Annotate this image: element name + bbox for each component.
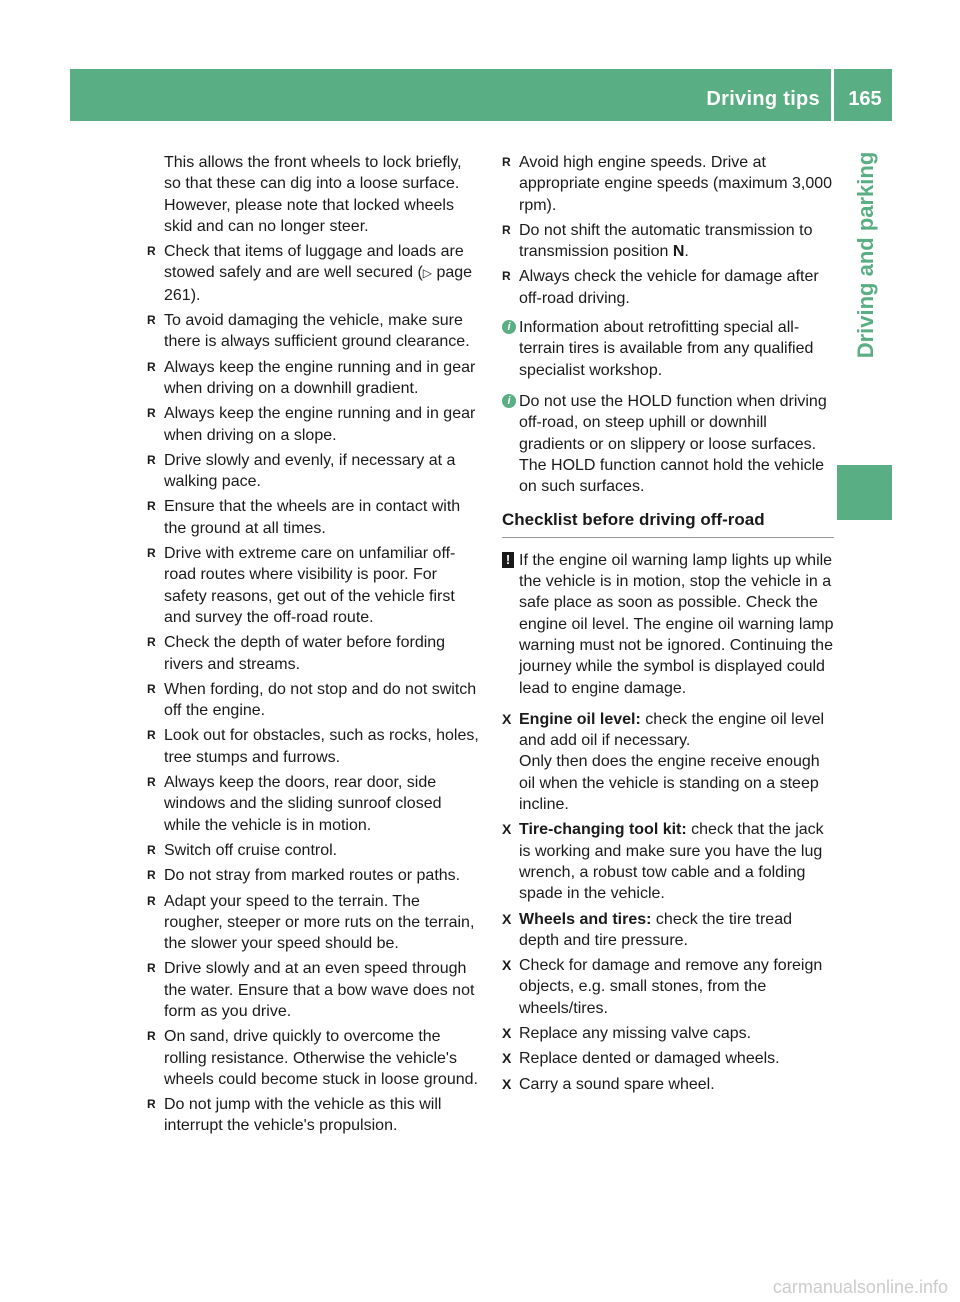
bullet-item: [147, 450, 482, 493]
step-label: Engine oil level:: [519, 710, 641, 728]
bullet-icon: R: [147, 313, 156, 328]
bullet-icon: R: [147, 842, 156, 857]
bullet-item: [147, 1026, 482, 1090]
checklist-steps: [502, 709, 834, 1095]
bullet-text-part: On sand, drive quickly to overcome the rolling resistance. Otherwise the vehicle's wheels could become stuck in loose ground.: [164, 1028, 478, 1088]
bullet-icon: R: [147, 1097, 156, 1112]
bullet-item: [147, 865, 482, 886]
warning-icon: !: [502, 552, 514, 568]
step-text: [519, 1050, 780, 1067]
step-text: [519, 1076, 715, 1093]
bullet-icon: R: [147, 728, 156, 743]
bullet-text-part: Drive slowly and evenly, if necessary at a walking pace.: [164, 451, 456, 491]
bullet-text-bold: N: [672, 243, 685, 261]
bullet-item: [147, 725, 482, 768]
checklist-step: [502, 909, 834, 952]
bullet-text: [164, 842, 337, 859]
bullet-text: [164, 634, 445, 672]
bullet-text: [164, 774, 442, 834]
bullet-item: [147, 543, 482, 628]
bullet-icon: R: [147, 961, 156, 976]
bullet-icon: R: [147, 452, 156, 467]
info-note-text: Information about retrofitting special all-terrain tires is available from any qualified specialist workshop.: [519, 319, 814, 379]
step-extra: Only then does the engine receive enough oil when the vehicle is standing on a steep incline.: [519, 753, 820, 814]
step-body: check the tire tread depth and tire pressure.: [519, 910, 792, 949]
bullet-text-part: Adapt your speed to the terrain. The rougher, steeper or more ruts on the terrain, the slower your speed should be.: [164, 892, 475, 953]
bullet-icon: R: [147, 546, 156, 561]
side-tab-marker: [837, 465, 892, 520]
bullet-text: [164, 312, 470, 350]
step-arrow-icon: X: [502, 1075, 512, 1092]
bullet-icon: R: [147, 893, 156, 908]
side-tab-label: Driving and parking: [853, 151, 878, 359]
bullet-icon: R: [147, 406, 156, 421]
bullet-icon: R: [147, 244, 156, 259]
bullet-text: [164, 1028, 478, 1088]
bullet-text-part: Check that items of luggage and loads are stowed safely and are well secured (: [164, 243, 464, 282]
bullet-text-part: Avoid high engine speeds. Drive at appropriate engine speeds (maximum 3,000 rpm).: [519, 154, 833, 214]
step-arrow-icon: X: [502, 957, 512, 974]
checklist-step: [502, 1048, 834, 1069]
bullet-text-part: Always check the vehicle for damage after off-road driving.: [519, 268, 819, 307]
step-text: [519, 957, 822, 1017]
page-ref-icon: ▷: [422, 266, 433, 281]
bullet-item: [147, 679, 482, 722]
left-bullet-list: [147, 241, 482, 1137]
step-body: Replace any missing valve caps.: [519, 1024, 752, 1042]
bullet-icon: R: [147, 499, 156, 514]
bullet-text-part: Do not stray from marked routes or paths.: [164, 867, 461, 885]
step-text: [519, 711, 824, 749]
bullet-item: [502, 152, 834, 216]
bullet-icon: R: [147, 635, 156, 650]
section-title: Driving tips: [706, 88, 820, 110]
bullet-item: [147, 958, 482, 1022]
bullet-item: [502, 220, 834, 263]
bullet-item: [147, 772, 482, 836]
bullet-text: [164, 243, 472, 304]
bullet-item: [147, 496, 482, 539]
bullet-text: [164, 1096, 441, 1134]
bullet-text-part: Ensure that the wheels are in contact with the ground at all times.: [164, 498, 461, 537]
bullet-text-part: When fording, do not stop and do not switch off the engine.: [164, 680, 477, 720]
step-body: Check for damage and remove any foreign objects, e.g. small stones, from the wheels/tires.: [519, 957, 823, 1017]
checklist-step: [502, 819, 834, 904]
info-note: [502, 391, 834, 497]
bullet-text-part: Always keep the doors, rear door, side windows and the sliding sunroof closed while the vehicle is in motion.: [164, 774, 442, 834]
bullet-text-part: .: [684, 243, 689, 261]
bullet-text: [164, 498, 460, 536]
bullet-text-part: Switch off cruise control.: [164, 841, 338, 859]
checklist-step: [502, 709, 834, 815]
bullet-text-part: Do not jump with the vehicle as this will interrupt the vehicle's propulsion.: [164, 1096, 442, 1135]
intro-paragraph: This allows the front wheels to lock briefly, so that these can dig into a loose surface. However, please note that locked wheels skid and can no longer steer.: [164, 154, 462, 235]
bullet-text: [164, 681, 476, 719]
step-arrow-icon: X: [502, 710, 512, 727]
step-label: Tire-changing tool kit:: [519, 821, 687, 839]
bullet-text: [519, 222, 812, 260]
bullet-item: [147, 403, 482, 446]
step-body: Replace dented or damaged wheels.: [519, 1050, 780, 1068]
bullet-icon: R: [147, 359, 156, 374]
bullet-text-part: To avoid damaging the vehicle, make sure there is always sufficient ground clearance.: [164, 312, 470, 351]
step-body: check that the jack is working and make sure you have the lug wrench, a robust tow cable and a folding spade in the vehicle.: [519, 821, 824, 903]
step-body: check the engine oil level and add oil if necessary.: [519, 710, 825, 750]
info-note: [502, 317, 834, 381]
bullet-text-part: Drive with extreme care on unfamiliar off-road routes where visibility is poor. For safety reasons, get out of the vehicle first and survey the off-road route.: [164, 545, 456, 626]
bullet-icon: R: [147, 1029, 156, 1044]
info-note-text: Do not use the HOLD function when driving off-road, on steep uphill or downhill gradients or on slippery or loose surfaces. The HOLD function cannot hold the vehicle on such surfaces.: [519, 392, 827, 496]
step-label: Wheels and tires:: [519, 910, 652, 928]
bullet-item: [147, 891, 482, 955]
bullet-icon: R: [147, 681, 156, 696]
right-bullet-list: [502, 152, 834, 309]
bullet-text: [164, 727, 479, 765]
bullet-text: [164, 452, 455, 490]
bullet-item: [147, 310, 482, 353]
info-icon: i: [502, 394, 516, 408]
checklist-step: [502, 955, 834, 1019]
bullet-item: [147, 357, 482, 400]
page-number: 165: [848, 88, 882, 110]
bullet-text: [164, 960, 474, 1020]
bullet-text: [164, 893, 474, 953]
bullet-text-part: Check the depth of water before fording rivers and streams.: [164, 634, 446, 673]
step-arrow-icon: X: [502, 1024, 512, 1041]
step-text: [519, 911, 792, 949]
step-text: [519, 1025, 751, 1042]
right-column: [502, 152, 834, 1099]
bullet-text-part: Drive slowly and at an even speed through the water. Ensure that a bow wave does not form as you drive.: [164, 960, 475, 1020]
bullet-text-part: Always keep the engine running and in gear when driving on a downhill gradient.: [164, 358, 476, 397]
bullet-icon: R: [502, 269, 511, 284]
watermark: carmanualsonline.info: [772, 1277, 948, 1297]
step-arrow-icon: X: [502, 821, 512, 838]
bullet-text: [164, 545, 455, 626]
bullet-icon: R: [147, 868, 156, 883]
bullet-item: [147, 1094, 482, 1137]
bullet-item: [502, 266, 834, 309]
bullet-text-part: Always keep the engine running and in gear when driving on a slope.: [164, 405, 476, 444]
bullet-icon: R: [502, 222, 511, 237]
warning-text: If the engine oil warning lamp lights up while the vehicle is in motion, stop the vehicle in a safe place as soon as possible. Check the engine oil level. The engine oil warning lamp warning must not be ignored. Continuing the journey while the symbol is displayed could lead to engine damage.: [519, 551, 834, 697]
bullet-icon: R: [502, 155, 511, 169]
left-column: [147, 152, 482, 1141]
bullet-text: [519, 268, 819, 306]
warning-note: [502, 550, 834, 699]
bullet-icon: R: [147, 775, 156, 790]
step-arrow-icon: X: [502, 910, 512, 927]
checklist-heading: Checklist before driving off-road: [502, 509, 834, 537]
checklist-step: [502, 1023, 834, 1044]
header-divider: [831, 69, 834, 121]
checklist-step: [502, 1074, 834, 1095]
bullet-text: [519, 154, 832, 214]
bullet-text-part: page 261).: [164, 264, 473, 304]
bullet-text: [164, 359, 475, 397]
step-body: Carry a sound spare wheel.: [519, 1075, 715, 1093]
info-icon: i: [502, 320, 516, 334]
bullet-item: [147, 840, 482, 861]
bullet-item: [147, 632, 482, 675]
bullet-text-part: Look out for obstacles, such as rocks, holes, tree stumps and furrows.: [164, 727, 479, 766]
bullet-text: [164, 405, 475, 443]
bullet-text-part: Do not shift the automatic transmission to transmission position: [519, 221, 813, 261]
step-text: [519, 821, 824, 902]
bullet-text: [164, 867, 460, 884]
step-arrow-icon: X: [502, 1050, 512, 1067]
bullet-item: [147, 241, 482, 306]
